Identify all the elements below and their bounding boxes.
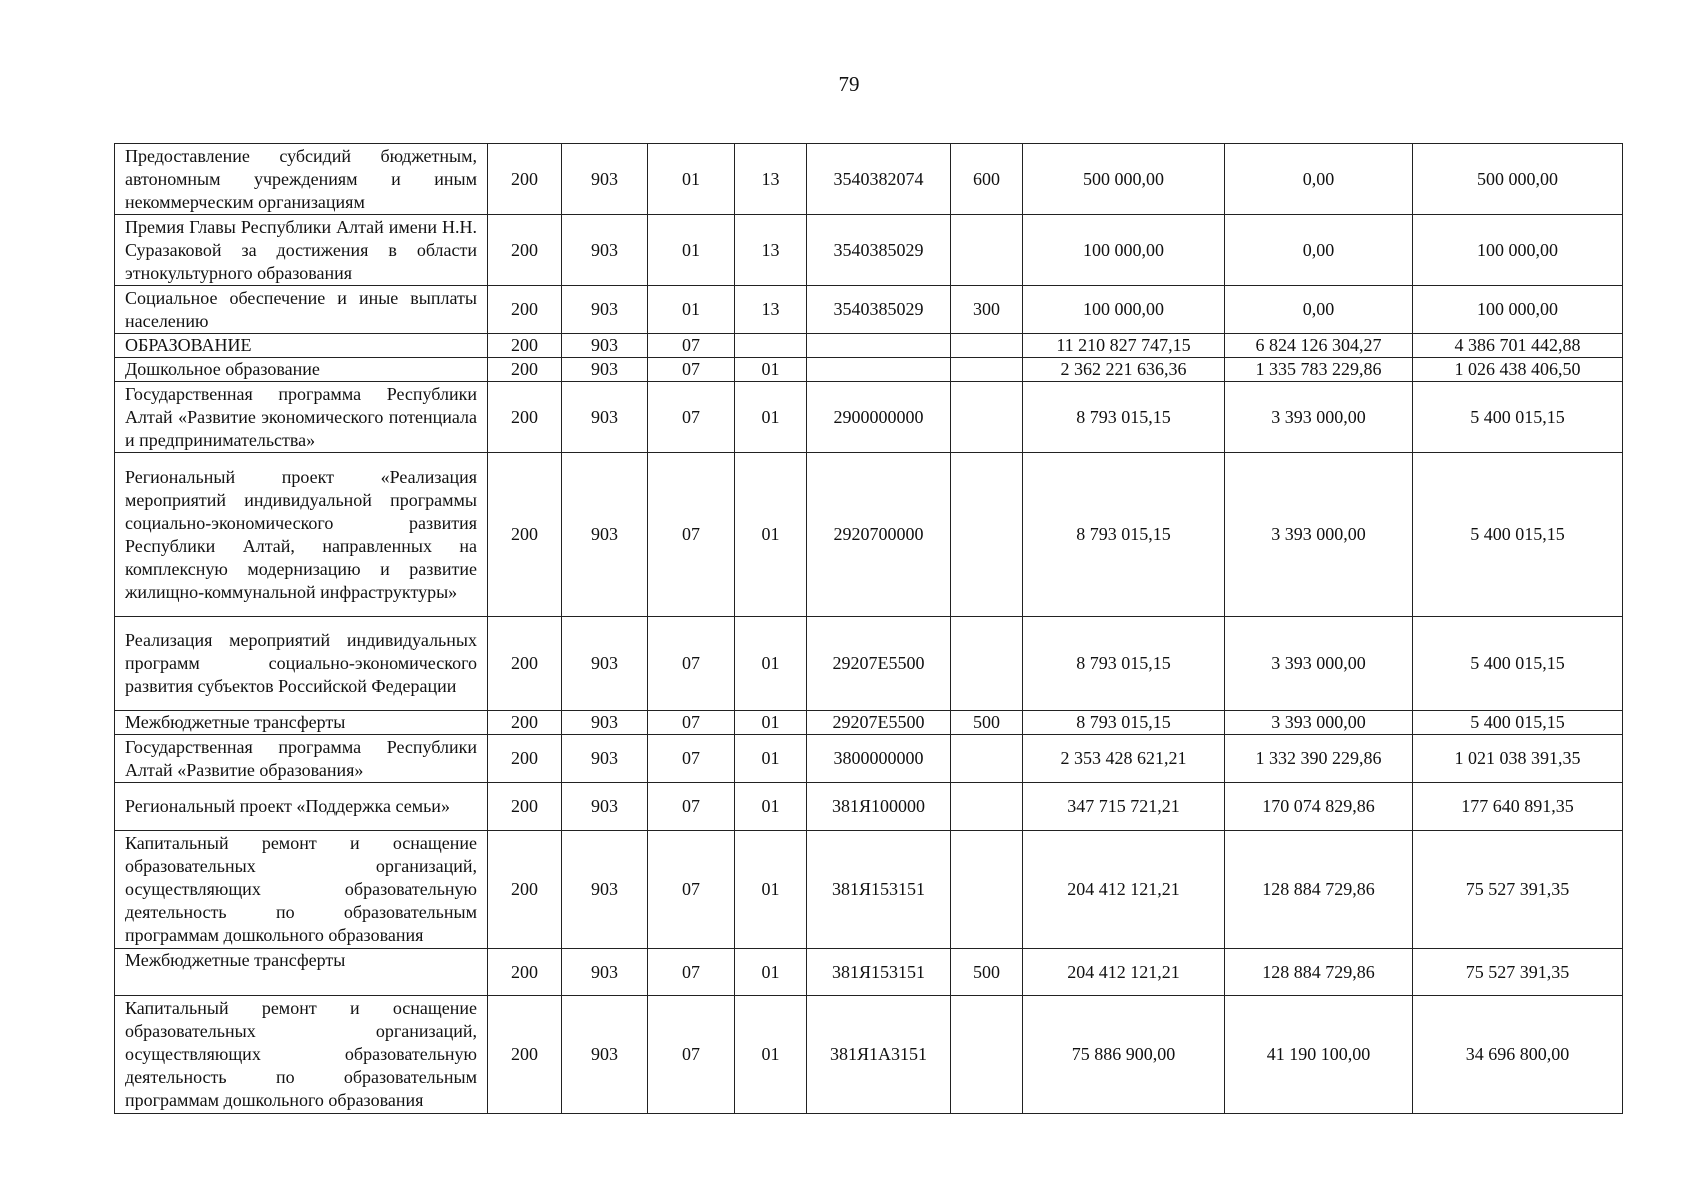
cell-republic: 5 400 015,15 <box>1413 711 1623 735</box>
cell-pr: 01 <box>735 453 807 617</box>
row-name: Реализация мероприятий индивидуальных программ социально-экономического развития субъектов Российской Федерации <box>115 617 488 711</box>
table-row <box>115 949 1623 996</box>
cell-total: 8 793 015,15 <box>1023 711 1225 735</box>
cell-adm: 200 <box>488 996 562 1114</box>
cell-adm: 200 <box>488 144 562 215</box>
cell-csr: 3540385029 <box>807 215 951 286</box>
cell-csr: 3800000000 <box>807 735 951 783</box>
cell-rz: 07 <box>648 783 735 831</box>
cell-federal: 3 393 000,00 <box>1225 711 1413 735</box>
table-row <box>115 334 1623 358</box>
cell-grbs: 903 <box>562 783 648 831</box>
cell-federal: 3 393 000,00 <box>1225 453 1413 617</box>
cell-pr: 01 <box>735 382 807 453</box>
cell-vr: 500 <box>951 949 1023 996</box>
cell-grbs: 903 <box>562 334 648 358</box>
cell-csr: 381Я1А3151 <box>807 996 951 1114</box>
cell-federal: 0,00 <box>1225 215 1413 286</box>
cell-adm: 200 <box>488 334 562 358</box>
cell-grbs: 903 <box>562 144 648 215</box>
cell-pr: 01 <box>735 831 807 949</box>
cell-pr: 01 <box>735 996 807 1114</box>
cell-federal: 170 074 829,86 <box>1225 783 1413 831</box>
cell-republic: 5 400 015,15 <box>1413 453 1623 617</box>
cell-total: 2 353 428 621,21 <box>1023 735 1225 783</box>
cell-adm: 200 <box>488 783 562 831</box>
cell-republic: 5 400 015,15 <box>1413 617 1623 711</box>
cell-pr: 13 <box>735 286 807 334</box>
cell-vr: 300 <box>951 286 1023 334</box>
table-row <box>115 783 1623 831</box>
cell-rz: 07 <box>648 334 735 358</box>
table-row <box>115 711 1623 735</box>
cell-vr <box>951 996 1023 1114</box>
cell-federal: 41 190 100,00 <box>1225 996 1413 1114</box>
cell-grbs: 903 <box>562 617 648 711</box>
cell-republic: 5 400 015,15 <box>1413 382 1623 453</box>
cell-csr: 29207E5500 <box>807 617 951 711</box>
cell-rz: 01 <box>648 215 735 286</box>
cell-total: 100 000,00 <box>1023 286 1225 334</box>
cell-vr <box>951 735 1023 783</box>
cell-vr <box>951 215 1023 286</box>
cell-federal: 1 335 783 229,86 <box>1225 358 1413 382</box>
cell-rz: 07 <box>648 382 735 453</box>
cell-federal: 0,00 <box>1225 144 1413 215</box>
cell-vr <box>951 617 1023 711</box>
cell-republic: 1 021 038 391,35 <box>1413 735 1623 783</box>
cell-csr: 2920700000 <box>807 453 951 617</box>
cell-republic: 34 696 800,00 <box>1413 996 1623 1114</box>
cell-federal: 0,00 <box>1225 286 1413 334</box>
cell-vr <box>951 334 1023 358</box>
row-name: Региональный проект «Реализация мероприятий индивидуальной программы социально-экономического развития Республики Алтай, направленных на комплексную модернизацию и развитие жилищно-коммунальной инфраструктуры» <box>115 453 488 617</box>
cell-csr: 381Я153151 <box>807 949 951 996</box>
cell-csr <box>807 358 951 382</box>
cell-total: 8 793 015,15 <box>1023 382 1225 453</box>
cell-republic: 500 000,00 <box>1413 144 1623 215</box>
cell-adm: 200 <box>488 949 562 996</box>
table-row <box>115 735 1623 783</box>
cell-adm: 200 <box>488 286 562 334</box>
row-name: Дошкольное образование <box>115 358 488 382</box>
cell-rz: 01 <box>648 286 735 334</box>
cell-vr <box>951 382 1023 453</box>
cell-total: 75 886 900,00 <box>1023 996 1225 1114</box>
cell-csr: 381Я100000 <box>807 783 951 831</box>
table-row <box>115 831 1623 949</box>
cell-grbs: 903 <box>562 735 648 783</box>
cell-pr <box>735 334 807 358</box>
row-name: Государственная программа Республики Алтай «Развитие экономического потенциала и предпринимательства» <box>115 382 488 453</box>
cell-adm: 200 <box>488 831 562 949</box>
cell-vr <box>951 831 1023 949</box>
cell-vr <box>951 453 1023 617</box>
cell-total: 8 793 015,15 <box>1023 617 1225 711</box>
cell-grbs: 903 <box>562 831 648 949</box>
table-row <box>115 453 1623 617</box>
cell-adm: 200 <box>488 382 562 453</box>
cell-pr: 13 <box>735 215 807 286</box>
cell-csr: 3540382074 <box>807 144 951 215</box>
row-name: Региональный проект «Поддержка семьи» <box>115 783 488 831</box>
cell-vr: 500 <box>951 711 1023 735</box>
cell-grbs: 903 <box>562 996 648 1114</box>
cell-grbs: 903 <box>562 949 648 996</box>
cell-pr: 01 <box>735 358 807 382</box>
cell-csr: 2900000000 <box>807 382 951 453</box>
cell-federal: 3 393 000,00 <box>1225 382 1413 453</box>
cell-csr: 29207E5500 <box>807 711 951 735</box>
cell-pr: 13 <box>735 144 807 215</box>
cell-total: 204 412 121,21 <box>1023 949 1225 996</box>
cell-pr: 01 <box>735 617 807 711</box>
cell-adm: 200 <box>488 711 562 735</box>
cell-pr: 01 <box>735 783 807 831</box>
cell-grbs: 903 <box>562 358 648 382</box>
cell-vr <box>951 358 1023 382</box>
cell-rz: 07 <box>648 453 735 617</box>
cell-total: 204 412 121,21 <box>1023 831 1225 949</box>
cell-federal: 1 332 390 229,86 <box>1225 735 1413 783</box>
cell-adm: 200 <box>488 735 562 783</box>
cell-rz: 01 <box>648 144 735 215</box>
cell-rz: 07 <box>648 711 735 735</box>
cell-rz: 07 <box>648 831 735 949</box>
cell-federal: 128 884 729,86 <box>1225 831 1413 949</box>
cell-vr <box>951 783 1023 831</box>
table-row <box>115 215 1623 286</box>
cell-csr: 3540385029 <box>807 286 951 334</box>
cell-total: 100 000,00 <box>1023 215 1225 286</box>
cell-adm: 200 <box>488 453 562 617</box>
cell-federal: 128 884 729,86 <box>1225 949 1413 996</box>
cell-pr: 01 <box>735 735 807 783</box>
row-name: Предоставление субсидий бюджетным, автономным учреждениям и иным некоммерческим организациям <box>115 144 488 215</box>
row-name: Капитальный ремонт и оснащение образовательных организаций, осуществляющих образовательную деятельность по образовательным программам дошкольного образования <box>115 996 488 1114</box>
cell-grbs: 903 <box>562 215 648 286</box>
cell-total: 11 210 827 747,15 <box>1023 334 1225 358</box>
row-name: Межбюджетные трансферты <box>115 711 488 735</box>
table-row <box>115 358 1623 382</box>
cell-federal: 3 393 000,00 <box>1225 617 1413 711</box>
budget-table <box>114 143 1623 1114</box>
table-row <box>115 144 1623 215</box>
cell-total: 8 793 015,15 <box>1023 453 1225 617</box>
cell-csr: 381Я153151 <box>807 831 951 949</box>
cell-republic: 75 527 391,35 <box>1413 949 1623 996</box>
cell-republic: 1 026 438 406,50 <box>1413 358 1623 382</box>
cell-rz: 07 <box>648 735 735 783</box>
page-number: 79 <box>838 72 860 96</box>
cell-total: 500 000,00 <box>1023 144 1225 215</box>
cell-adm: 200 <box>488 358 562 382</box>
table-row <box>115 382 1623 453</box>
cell-rz: 07 <box>648 949 735 996</box>
row-name: ОБРАЗОВАНИЕ <box>115 334 488 358</box>
cell-csr <box>807 334 951 358</box>
cell-republic: 100 000,00 <box>1413 286 1623 334</box>
row-name: Межбюджетные трансферты <box>115 949 488 996</box>
cell-republic: 100 000,00 <box>1413 215 1623 286</box>
row-name: Социальное обеспечение и иные выплаты населению <box>115 286 488 334</box>
cell-rz: 07 <box>648 358 735 382</box>
cell-total: 347 715 721,21 <box>1023 783 1225 831</box>
cell-rz: 07 <box>648 617 735 711</box>
table-row <box>115 996 1623 1114</box>
cell-rz: 07 <box>648 996 735 1114</box>
cell-adm: 200 <box>488 215 562 286</box>
cell-republic: 177 640 891,35 <box>1413 783 1623 831</box>
cell-grbs: 903 <box>562 382 648 453</box>
table-row <box>115 286 1623 334</box>
cell-grbs: 903 <box>562 286 648 334</box>
cell-pr: 01 <box>735 711 807 735</box>
cell-pr: 01 <box>735 949 807 996</box>
cell-republic: 75 527 391,35 <box>1413 831 1623 949</box>
cell-vr: 600 <box>951 144 1023 215</box>
cell-grbs: 903 <box>562 711 648 735</box>
cell-total: 2 362 221 636,36 <box>1023 358 1225 382</box>
row-name: Премия Главы Республики Алтай имени Н.Н. Суразаковой за достижения в области этнокультурного образования <box>115 215 488 286</box>
row-name: Государственная программа Республики Алтай «Развитие образования» <box>115 735 488 783</box>
cell-adm: 200 <box>488 617 562 711</box>
cell-federal: 6 824 126 304,27 <box>1225 334 1413 358</box>
table-row <box>115 617 1623 711</box>
row-name: Капитальный ремонт и оснащение образовательных организаций, осуществляющих образовательную деятельность по образовательным программам дошкольного образования <box>115 831 488 949</box>
cell-grbs: 903 <box>562 453 648 617</box>
cell-republic: 4 386 701 442,88 <box>1413 334 1623 358</box>
